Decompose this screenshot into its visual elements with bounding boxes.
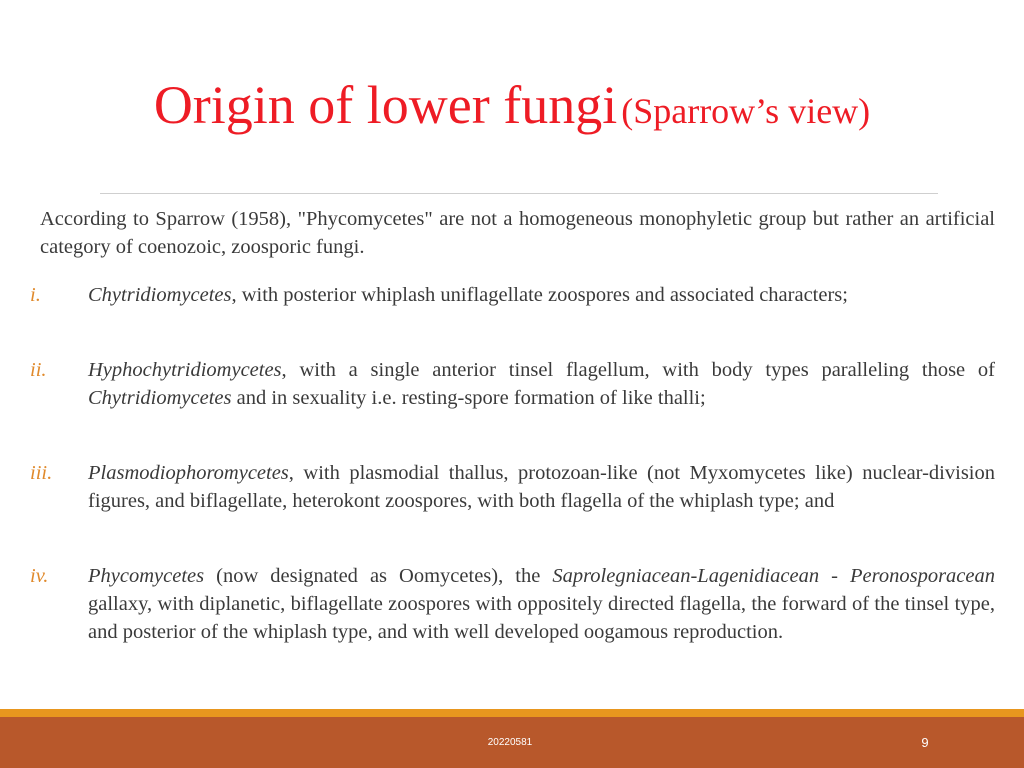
slide-title-subtitle: (Sparrow’s view) [621,91,871,131]
slide-title [0,75,1024,135]
slide-title-main: Origin of lower fungi [153,75,618,135]
list-item [30,281,995,309]
item-description: , with a single anterior tinsel flagellum, with body types paralleling those of [281,359,995,381]
item-description: (now designated as Oomycetes), the [204,565,553,587]
item-description: gallaxy, with diplanetic, biflagellate zoospores with oppositely directed flagella, the forward of the tinsel type, and posterior of the whiplash type, and with well developed oogamous reproduction. [88,593,995,643]
list-marker: i. [30,284,41,306]
taxon-term: Hyphochytridiomycetes [88,359,282,381]
list-item-text [88,356,995,412]
list-item-text [88,459,995,515]
list-item [30,562,995,646]
page-number: 9 [921,735,929,750]
item-description: , with plasmodial thallus, protozoan-like (not Myxomycetes like) nuclear-division figures, and biflagellate, heterokont zoospores, with both flagella of the whiplash type; and [88,462,995,512]
list-marker: iii. [30,462,53,484]
footer-code: 20220581 [487,737,533,748]
title-divider [100,193,938,194]
list-marker: iv. [30,565,49,587]
list-item-text [88,281,995,309]
taxon-term: Saprolegniacean-Lagenidiacean - Peronosporacean [552,565,995,587]
list-marker: ii. [30,359,47,381]
taxon-term: Chytridiomycetes [88,284,232,306]
item-description: and in sexuality i.e. resting-spore formation of like thalli; [231,387,706,409]
taxon-term: Plasmodiophoromycetes [88,462,289,484]
intro-paragraph: According to Sparrow (1958), "Phycomycetes" are not a homogeneous monophyletic group but rather an artificial category of coenozoic, zoosporic fungi. [40,208,995,258]
footer-accent-bar [0,709,1024,717]
taxon-term: Chytridiomycetes [88,387,232,409]
list-item [30,459,995,515]
list-item-text [88,562,995,646]
item-description: , with posterior whiplash uniflagellate zoospores and associated characters; [231,284,848,306]
list-item [30,356,995,412]
taxon-term: Phycomycetes [88,565,205,587]
